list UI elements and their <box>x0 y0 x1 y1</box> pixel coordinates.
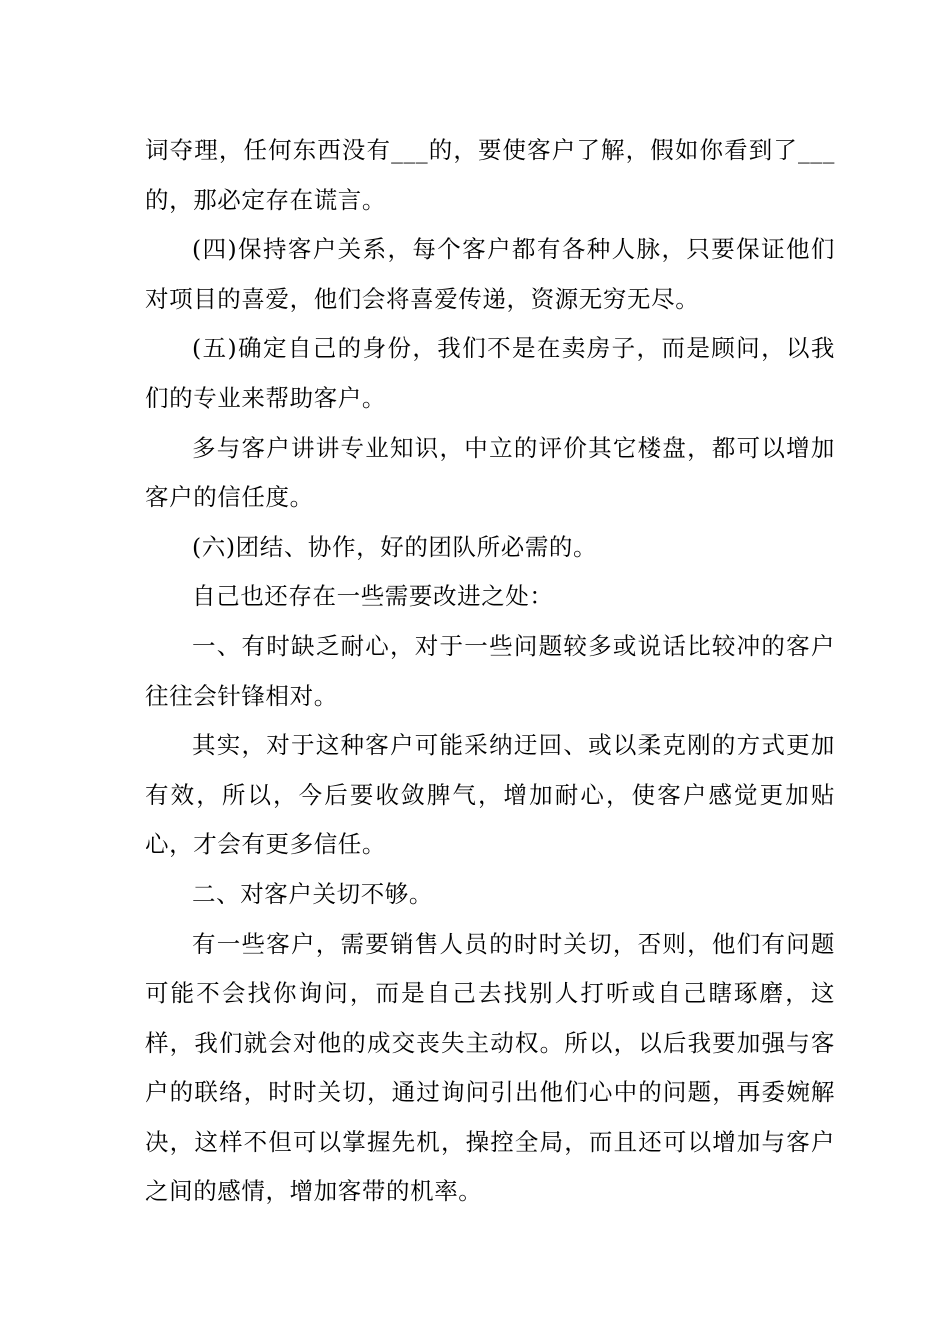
paragraph-patience: 一、有时缺乏耐心，对于一些问题较多或说话比较冲的客户往往会针锋相对。 <box>145 631 835 710</box>
paragraph-professional-knowledge: 多与客户讲讲专业知识，中立的评价其它楼盘，都可以增加客户的信任度。 <box>145 433 835 512</box>
paragraph-teamwork: (六)团结、协作，好的团队所必需的。 <box>192 532 598 561</box>
paragraph-patience-detail: 其实，对于这种客户可能采纳迂回、或以柔克刚的方式更加有效，所以，今后要收敛脾气，增加耐心，使客户感觉更加贴心，才会有更多信任。 <box>145 731 835 859</box>
paragraph-customer-care-detail: 有一些客户，需要销售人员的时时关切，否则，他们有问题可能不会找你询问，而是自己去找别人打听或自己瞎琢磨，这样，我们就会对他的成交丧失主动权。所以，以后我要加强与客户的联络，时时关切，通过询问引出他们心中的问题，再委婉解决，这样不但可以掌握先机，操控全局，而且还可以增加与客户之间的感情，增加客带的机率。 <box>145 929 835 1206</box>
paragraph-identity: (五)确定自己的身份，我们不是在卖房子，而是顾问，以我们的专业来帮助客户。 <box>145 334 835 412</box>
paragraph-customer-care: 二、对客户关切不够。 <box>192 879 433 908</box>
paragraph-continuation: 词夺理，任何东西没有___的，要使客户了解，假如你看到了___的，那必定存在谎言。 <box>145 136 835 214</box>
paragraph-improvements-intro: 自己也还存在一些需要改进之处： <box>192 582 554 611</box>
paragraph-keep-relationship: (四)保持客户关系，每个客户都有各种人脉，只要保证他们对项目的喜爱，他们会将喜爱传递，资源无穷无尽。 <box>145 235 835 313</box>
document-body <box>145 126 835 1217</box>
